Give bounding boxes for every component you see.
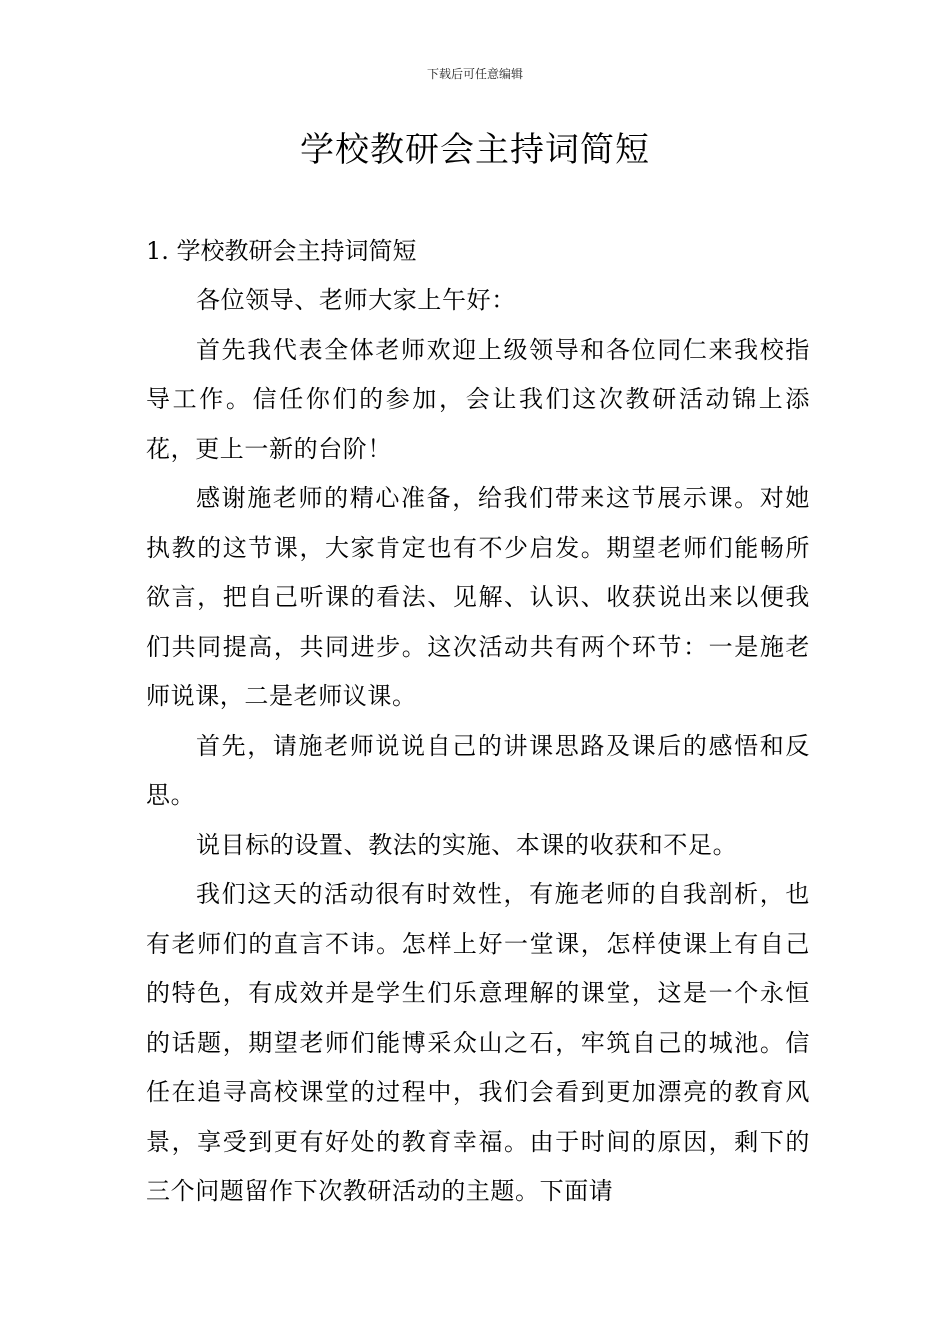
paragraph-greeting: 各位领导、老师大家上午好：	[196, 286, 516, 314]
paragraph-first-step: 首先，请施老师说说自己的讲课思路及课后的感悟和反思。	[146, 731, 810, 809]
document-title: 学校教研会主持词简短	[300, 130, 650, 170]
paragraph-thanks: 感谢施老师的精心准备，给我们带来这节展示课。对她执教的这节课，大家肯定也有不少启发。期望老师们能畅所欲言，把自己听课的看法、见解、认识、收获说出来以便我们共同提高，共同进步。这次活动共有两个环节：一是施老师说课，二是老师议课。	[146, 484, 810, 710]
document-body	[146, 226, 810, 1217]
paragraph-welcome: 首先我代表全体老师欢迎上级领导和各位同仁来我校指导工作。信任你们的参加，会让我们这次教研活动锦上添花，更上一新的台阶！	[146, 335, 810, 463]
paragraph-goals: 说目标的设置、教法的实施、本课的收获和不足。	[196, 830, 738, 859]
paragraph-summary: 我们这天的活动很有时效性，有施老师的自我剖析，也有老师们的直言不讳。怎样上好一堂课，怎样使课上有自己的特色，有成效并是学生们乐意理解的课堂，这是一个永恒的话题，期望老师们能博采众山之石，牢筑自己的城池。信任在追寻高校课堂的过程中，我们会看到更加漂亮的教育风景，享受到更有好处的教育幸福。由于时间的原因，剩下的三个问题留作下次教研活动的主题。下面请	[146, 880, 810, 1205]
section-heading: 1. 学校教研会主持词简短	[146, 237, 417, 265]
page-header-note: 下载后可任意编辑	[426, 67, 523, 81]
